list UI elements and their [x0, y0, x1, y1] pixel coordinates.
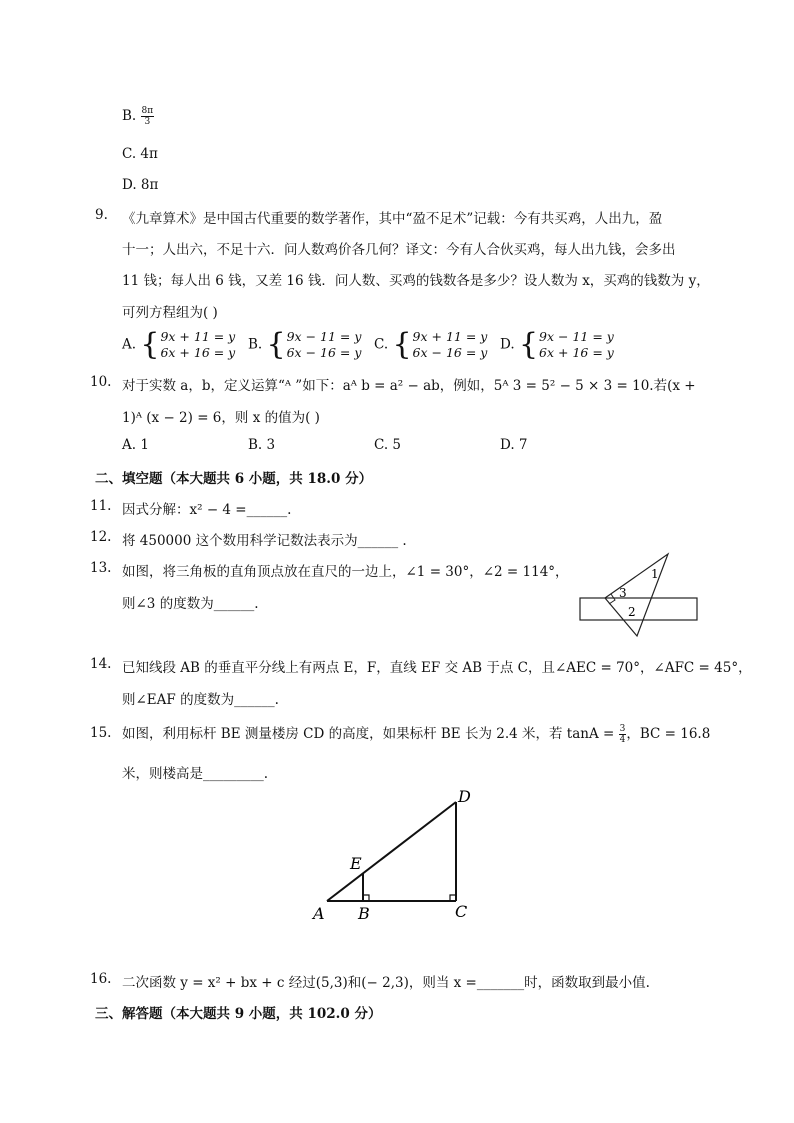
q15-line2: 米，则楼高是_________. [122, 766, 269, 782]
q11-number: 11. [90, 498, 112, 514]
q10-line2: 1)ᴬ (x − 2) = 6，则 x 的值为( ) [122, 410, 320, 426]
q9-line1: 《九章算术》是中国古代重要的数学著作，其中“盈不足术”记载：今有共买鸡，人出九，盈 [122, 211, 663, 227]
point-label-e: E [350, 854, 362, 873]
option-label: B. [122, 108, 137, 124]
sight-line-ad [327, 802, 456, 901]
angle-label-2: 2 [628, 605, 636, 619]
q8-option-b [122, 106, 154, 127]
point-label-d: D [458, 787, 471, 806]
q13-line2: 则∠3 的度数为______. [122, 596, 259, 612]
q11-text: 因式分解：x² − 4 =______. [122, 502, 292, 518]
q16-text: 二次函数 y = x² + bx + c 经过(5,3)和(− 2,3)，则当 x =_______时，函数取到最小值. [122, 975, 650, 991]
equation-row: 9x + 11 = y [160, 329, 236, 344]
point-label-a: A [313, 904, 325, 923]
ruler-shape [580, 598, 697, 620]
q10-number: 10. [90, 374, 112, 390]
q14-line1: 已知线段 AB 的垂直平分线上有两点 E，F，直线 EF 交 AB 于点 C，且∠AEC = 70°，∠AFC = 45°， [122, 660, 752, 676]
q15-number: 15. [90, 725, 112, 741]
equation-row: 6x + 16 = y [539, 345, 614, 360]
q9-line2: 十一；人出六，不足十六．问人数鸡价各几何？译文：今有人合伙买鸡，每人出九钱，会多出 [122, 242, 676, 258]
option-label: B. [248, 336, 263, 353]
section-fill-in-heading: 二、填空题（本大题共 6 小题，共 18.0 分） [95, 471, 373, 487]
equation-system: { 9x + 11 = y 6x + 16 = y [140, 327, 236, 362]
q13-number: 13. [90, 560, 112, 576]
option-label: C. [374, 336, 389, 353]
section-answer-heading: 三、解答题（本大题共 9 小题，共 102.0 分） [95, 1006, 382, 1022]
option-label: D. [500, 336, 515, 353]
q14-number: 14. [90, 656, 112, 672]
q9-option-d [500, 329, 614, 361]
equation-row: 6x − 16 = y [412, 345, 488, 360]
q15-line1 [122, 722, 710, 745]
fraction-numerator: 3 [619, 724, 626, 734]
equation-row: 9x − 11 = y [539, 329, 614, 344]
q12-text: 将 450000 这个数用科学记数法表示为______ . [122, 533, 407, 549]
equation-system: { 9x − 11 = y 6x + 16 = y [518, 327, 614, 362]
angle-label-3: 3 [619, 586, 627, 600]
fraction-denominator: 3 [144, 117, 151, 127]
fraction-numerator: 8π [141, 106, 154, 116]
q8-option-c: C. 4π [122, 146, 158, 162]
q15-line1-text-end: ，BC = 16.8 [626, 726, 711, 742]
q9-option-a [122, 329, 235, 361]
equation-row: 9x − 11 = y [286, 329, 362, 344]
q9-option-b [248, 329, 361, 361]
option-label: A. [122, 336, 137, 353]
q13-line1: 如图，将三角板的直角顶点放在直尺的一边上，∠1 = 30°，∠2 = 114°， [122, 564, 569, 580]
equation-row: 6x − 16 = y [286, 345, 362, 360]
q14-line2: 则∠EAF 的度数为______. [122, 692, 279, 708]
ruler-triangle-figure [575, 550, 703, 640]
q10-option-d: D. 7 [500, 437, 528, 453]
right-angle-mark [609, 594, 615, 604]
q9-option-c [374, 329, 487, 361]
point-label-b: B [358, 904, 370, 923]
q10-option-c: C. 5 [374, 437, 402, 453]
angle-label-1: 1 [651, 567, 659, 581]
q9-line3: 11 钱；每人出 6 钱，又差 16 钱．问人数、买鸡的钱数各是多少？设人数为 x，买鸡的钱数为 y， [122, 273, 710, 289]
q9-number: 9. [95, 207, 108, 223]
fraction [141, 106, 155, 127]
q15-line1-text: 如图，利用标杆 BE 测量楼房 CD 的高度，如果标杆 BE 长为 2.4 米，若 tanA = [122, 726, 615, 742]
q10-option-a: A. 1 [122, 437, 149, 453]
equation-row: 6x + 16 = y [160, 345, 236, 360]
equation-system: { 9x − 11 = y 6x − 16 = y [266, 327, 362, 362]
q9-line4: 可列方程组为( ) [122, 305, 218, 321]
q10-line1: 对于实数 a，b，定义运算“ᴬ ”如下：aᴬ b = a² − ab，例如，5ᴬ 3 = 5² − 5 × 3 = 10.若(x + [122, 378, 696, 394]
building-measure-figure [300, 785, 490, 925]
q10-option-b: B. 3 [248, 437, 276, 453]
q12-number: 12. [90, 529, 112, 545]
equation-row: 9x + 11 = y [412, 329, 488, 344]
q16-number: 16. [90, 971, 112, 987]
equation-system: { 9x + 11 = y 6x − 16 = y [392, 327, 488, 362]
q8-option-d: D. 8π [122, 177, 159, 193]
fraction-denominator: 4 [619, 735, 626, 745]
point-label-c: C [455, 902, 468, 921]
